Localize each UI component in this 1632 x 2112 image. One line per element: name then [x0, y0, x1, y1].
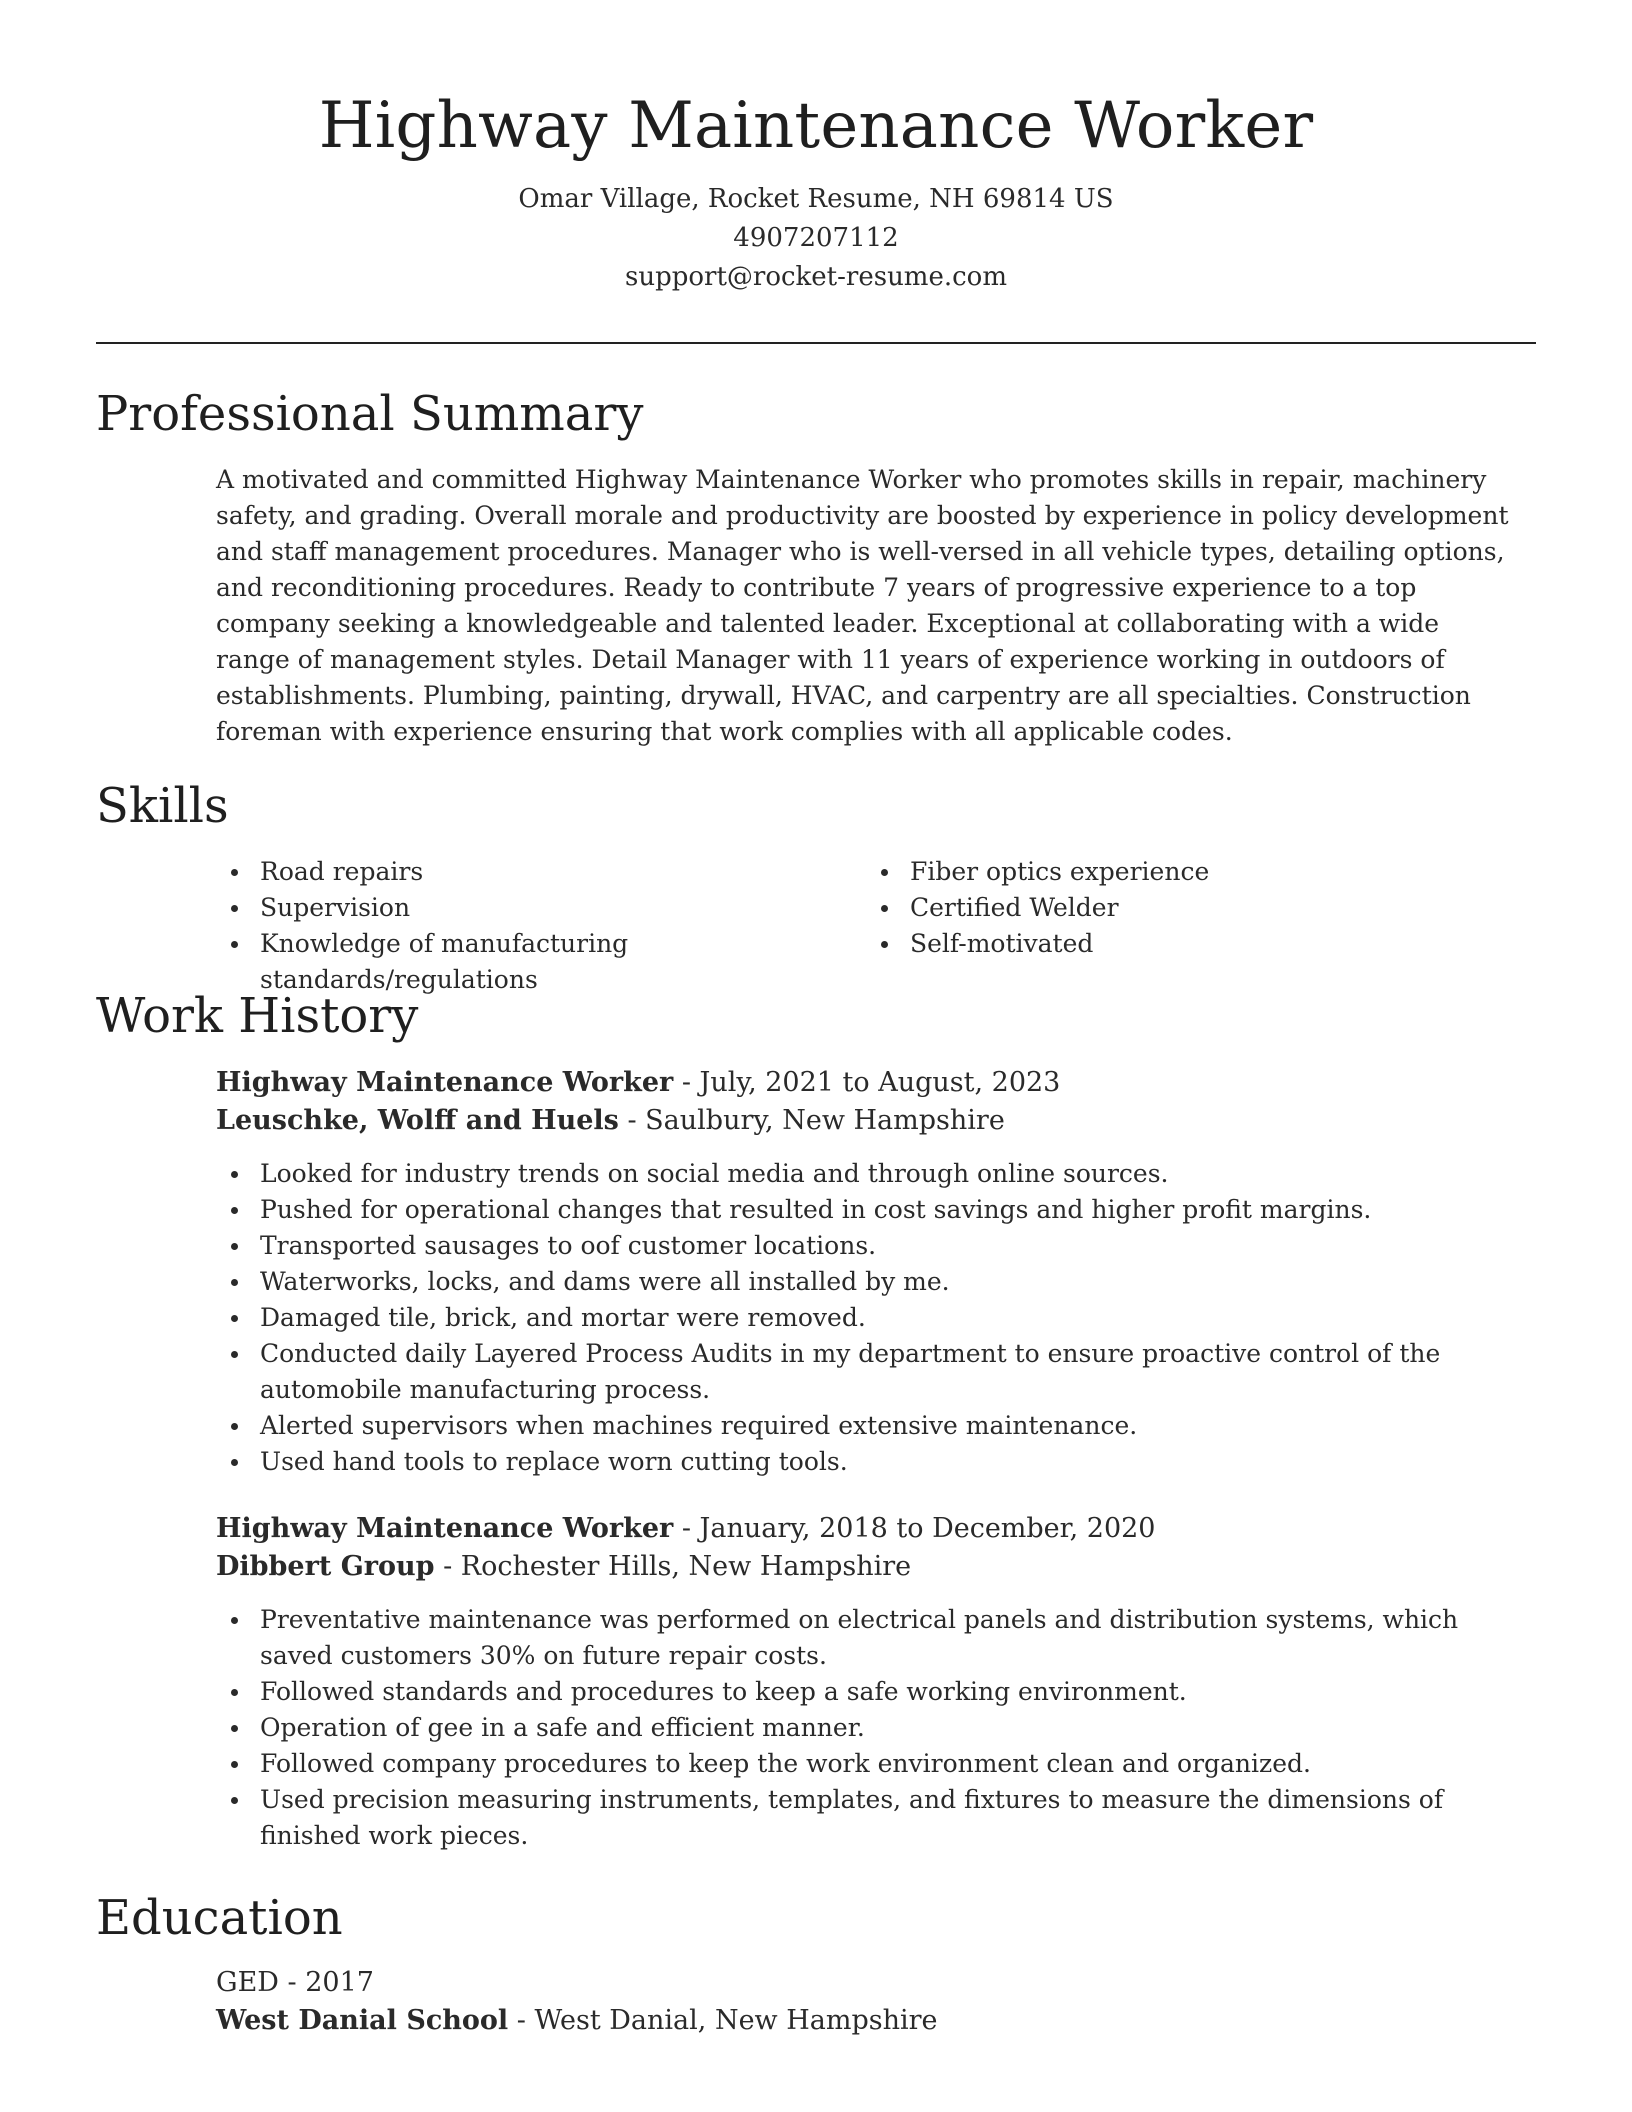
section-title-skills: Skills: [96, 778, 229, 834]
skill-item: Road repairs: [216, 854, 866, 890]
job-entry: [216, 1510, 1516, 1854]
job-entry: [216, 1064, 1516, 1480]
duty-item: Conducted daily Layered Process Audits in my department to ensure proactive control of the automobile manufacturing process.: [216, 1336, 1516, 1408]
job-duties: [216, 1602, 1516, 1854]
job-company-line: [216, 1102, 1516, 1140]
job-role: Highway Maintenance Worker: [216, 1513, 674, 1544]
skill-item: Certified Welder: [866, 890, 1526, 926]
resume-header: [96, 86, 1536, 297]
education-school-line: [216, 2002, 1516, 2040]
job-duties: [216, 1156, 1516, 1480]
education-school: West Danial School: [216, 2005, 509, 2036]
job-company: Leuschke, Wolff and Huels: [216, 1105, 619, 1136]
job-dates: - July, 2021 to August, 2023: [673, 1067, 1061, 1098]
skills-column-1: [216, 854, 866, 998]
section-title-summary: Professional Summary: [96, 386, 644, 442]
skill-item: Supervision: [216, 890, 866, 926]
skill-item: Self-motivated: [866, 926, 1526, 962]
duty-item: Followed standards and procedures to keep a safe working environment.: [216, 1674, 1516, 1710]
duty-item: Transported sausages to oof customer locations.: [216, 1228, 1516, 1264]
header-divider: [96, 342, 1536, 344]
section-title-education: Education: [96, 1890, 343, 1946]
duty-item: Followed company procedures to keep the work environment clean and organized.: [216, 1746, 1516, 1782]
section-title-work-history: Work History: [96, 988, 419, 1044]
duty-item: Used hand tools to replace worn cutting tools.: [216, 1444, 1516, 1480]
duty-item: Pushed for operational changes that resulted in cost savings and higher profit margins.: [216, 1192, 1516, 1228]
email: support@rocket-resume.com: [624, 262, 1007, 292]
address: Omar Village, Rocket Resume, NH 69814 US: [518, 184, 1114, 214]
skills-column-2: [866, 854, 1526, 962]
candidate-name: Highway Maintenance Worker: [318, 89, 1314, 163]
phone: 4907207112: [733, 223, 899, 253]
duty-item: Waterworks, locks, and dams were all installed by me.: [216, 1264, 1516, 1300]
contact-block: [96, 180, 1536, 297]
job-dates: - January, 2018 to December, 2020: [673, 1513, 1156, 1544]
skill-item: Knowledge of manufacturing standards/regulations: [216, 926, 866, 998]
job-location: - Saulbury, New Hampshire: [618, 1105, 1005, 1136]
job-role: Highway Maintenance Worker: [216, 1067, 674, 1098]
duty-item: Damaged tile, brick, and mortar were removed.: [216, 1300, 1516, 1336]
job-title-line: [216, 1510, 1516, 1548]
duty-item: Operation of gee in a safe and efficient manner.: [216, 1710, 1516, 1746]
duty-item: Alerted supervisors when machines required extensive maintenance.: [216, 1408, 1516, 1444]
duty-item: Used precision measuring instruments, templates, and fixtures to measure the dimensions of finished work pieces.: [216, 1782, 1516, 1854]
job-title-line: [216, 1064, 1516, 1102]
duty-item: Looked for industry trends on social media and through online sources.: [216, 1156, 1516, 1192]
education-degree: GED - 2017: [216, 1967, 374, 1998]
job-location: - Rochester Hills, New Hampshire: [434, 1551, 912, 1582]
education-location: - West Danial, New Hampshire: [508, 2005, 938, 2036]
job-company-line: [216, 1548, 1516, 1586]
duty-item: Preventative maintenance was performed on electrical panels and distribution systems, which saved customers 30% on future repair costs.: [216, 1602, 1516, 1674]
summary-text: A motivated and committed Highway Maintenance Worker who promotes skills in repair, machinery safety, and grading. Overall morale and productivity are boosted by experience in policy development and staff management procedures. Manager who is well-versed in all vehicle types, detailing options, and reconditioning procedures. Ready to contribute 7 years of progressive experience to a top company seeking a knowledgeable and talented leader. Exceptional at collaborating with a wide range of management styles. Detail Manager with 11 years of experience working in outdoors of establishments. Plumbing, painting, drywall, HVAC, and carpentry are all specialties. Construction foreman with experience ensuring that work complies with all applicable codes.: [216, 465, 1509, 746]
skill-item: Fiber optics experience: [866, 854, 1526, 890]
education-entry: [216, 1964, 1516, 2040]
job-company: Dibbert Group: [216, 1551, 435, 1582]
